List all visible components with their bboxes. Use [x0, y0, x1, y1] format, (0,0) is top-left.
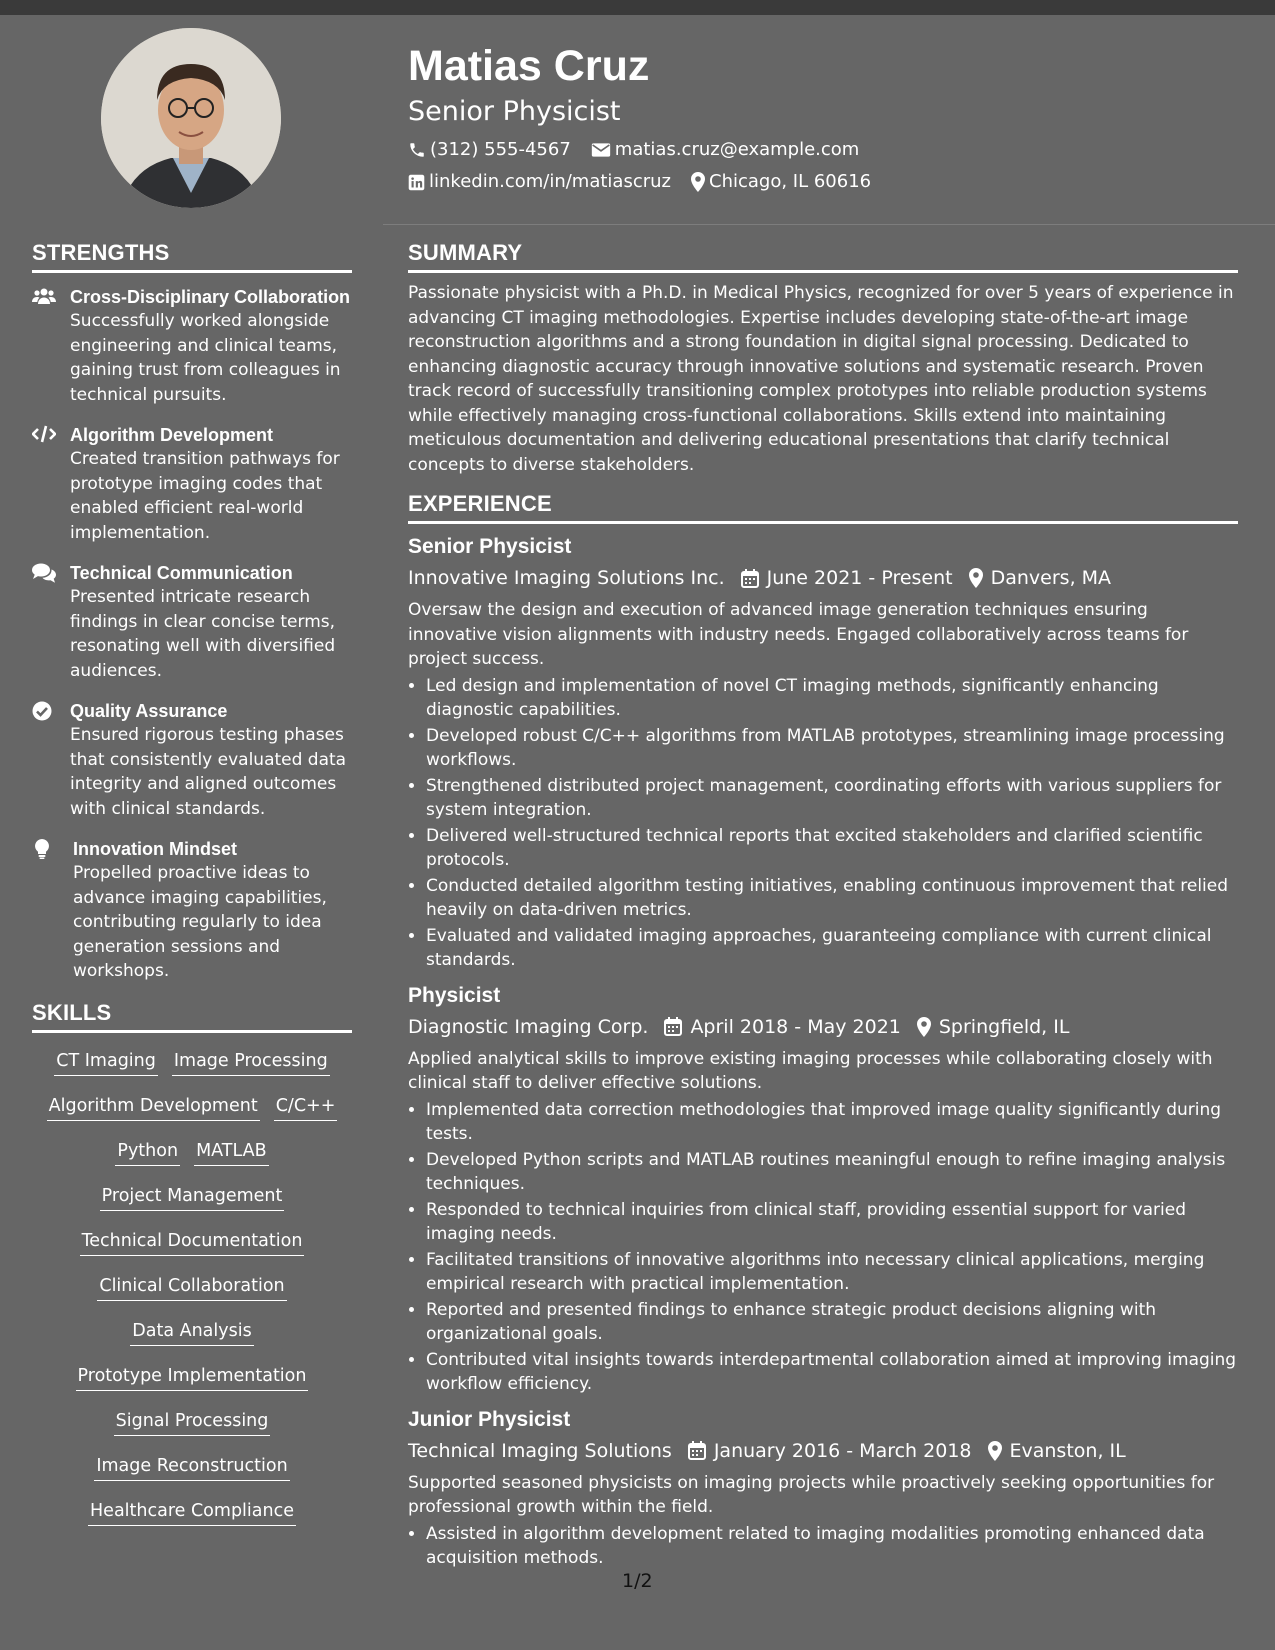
strength-title: Cross-Disciplinary Collaboration	[70, 287, 351, 307]
map-pin-icon	[917, 1017, 931, 1037]
strength-desc: Successfully worked alongside engineering and clinical teams, gaining trust from colleagues in technical pursuits.	[70, 311, 341, 405]
email-text[interactable]: matias.cruz@example.com	[614, 139, 860, 160]
page-indicator: 1/2	[622, 1570, 653, 1592]
location-text: Chicago, IL 60616	[709, 171, 872, 192]
contact-line-1	[408, 134, 1228, 166]
phone-contact	[408, 134, 571, 166]
linkedin-text[interactable]: linkedin.com/in/matiascruz	[429, 171, 671, 192]
bullet-item: • Conducted detailed algorithm testing initiatives, enabling continuous improvement that relied heavily on data-driven metrics.	[426, 874, 1238, 923]
skill-tag: Python	[115, 1138, 180, 1166]
job-entry	[408, 1405, 1238, 1571]
bullet-item: • Implemented data correction methodologies that improved image quality significantly during tests.	[426, 1098, 1238, 1147]
summary-text: Passionate physicist with a Ph.D. in Medical Physics, recognized for over 5 years of experience in advancing CT imaging methodologies. Expertise includes developing state-of-the-art image reconstruction algorithms and a strong foundation in digital signal processing. Dedicated to enhancing diagnostic accuracy through innovative solutions and systematic research. Proven track record of successfully transitioning complex prototypes into reliable production systems while effectively managing cross-functional collaborations. Skills extend into maintaining meticulous documentation and delivering educational presentations that clarify technical concepts to diverse stakeholders.	[408, 283, 1234, 475]
strength-title: Quality Assurance	[70, 701, 228, 721]
bullet-item: • Responded to technical inquiries from clinical staff, providing essential support for varied imaging needs.	[426, 1198, 1238, 1247]
bullet-item: • Contributed vital insights towards interdepartmental collaboration aimed at improving imaging workflow efficiency.	[426, 1348, 1238, 1397]
job-dates: April 2018 - May 2021	[690, 1015, 901, 1038]
top-bar	[0, 0, 1275, 15]
users-icon	[32, 287, 56, 305]
portrait-illustration	[101, 28, 281, 208]
bullet-item: • Delivered well-structured technical reports that excited stakeholders and clarified scientific protocols.	[426, 824, 1238, 873]
skill-tag: Prototype Implementation	[76, 1363, 309, 1391]
skill-tag: MATLAB	[194, 1138, 269, 1166]
job-title: Junior Physicist	[408, 1407, 571, 1431]
skill-tag: Signal Processing	[114, 1408, 271, 1436]
strength-desc: Presented intricate research findings in clear concise terms, resonating well with diversified audiences.	[70, 587, 336, 681]
resume-header	[408, 40, 1228, 198]
skill-tag: Image Reconstruction	[94, 1453, 289, 1481]
bullet-item: • Reported and presented findings to enhance strategic product decisions aligning with organizational goals.	[426, 1298, 1238, 1347]
job-location: Danvers, MA	[990, 567, 1112, 589]
phone-icon	[408, 141, 426, 159]
job-title: Senior Physicist	[408, 535, 572, 558]
calendar-icon	[741, 569, 759, 588]
bullet-item: • Led design and implementation of novel CT imaging methods, significantly enhancing diagnostic capabilities.	[426, 674, 1238, 723]
calendar-icon	[688, 1441, 706, 1460]
strength-desc: Propelled proactive ideas to advance imaging capabilities, contributing regularly to idea generation sessions and workshops.	[73, 863, 327, 981]
job-dates: June 2021 - Present	[766, 567, 953, 589]
job-bullets	[408, 1098, 1238, 1397]
strength-title: Technical Communication	[70, 563, 293, 583]
calendar-icon	[664, 1017, 682, 1036]
job-entry	[408, 532, 1238, 973]
right-column	[408, 240, 1238, 1579]
skill-tag: Technical Documentation	[80, 1228, 305, 1256]
comments-icon	[32, 563, 56, 583]
skill-tag: Healthcare Compliance	[88, 1498, 296, 1526]
email-contact[interactable]	[591, 134, 860, 166]
job-company: Technical Imaging Solutions	[408, 1439, 672, 1462]
strength-desc: Ensured rigorous testing phases that consistently evaluated data integrity and aligned outcomes with clinical standards.	[70, 725, 347, 819]
linkedin-contact[interactable]	[408, 166, 671, 198]
job-description: Supported seasoned physicists on imaging projects while proactively seeking opportunities for professional growth within the field.	[408, 1472, 1215, 1517]
job-company: Innovative Imaging Solutions Inc.	[408, 567, 725, 589]
skill-tag: Data Analysis	[130, 1318, 253, 1346]
strength-item	[32, 837, 352, 984]
skill-tag: CT Imaging	[54, 1048, 158, 1076]
envelope-icon	[591, 142, 611, 158]
map-pin-icon	[691, 172, 705, 192]
candidate-name: Matias Cruz	[408, 42, 650, 90]
bullet-item: • Assisted in algorithm development related to imaging modalities promoting enhanced data acquisition methods.	[426, 1522, 1238, 1571]
bullet-item: • Facilitated transitions of innovative algorithms into necessary clinical applications, merging empirical research with practical implementation.	[426, 1248, 1238, 1297]
strength-desc: Created transition pathways for prototype imaging codes that enabled efficient real-world implementation.	[70, 449, 340, 543]
job-location: Evanston, IL	[1009, 1439, 1126, 1462]
map-pin-icon	[988, 1441, 1002, 1461]
job-title: Physicist	[408, 983, 501, 1007]
experience-heading: EXPERIENCE	[408, 491, 1238, 524]
profile-photo	[101, 28, 281, 208]
summary-heading: SUMMARY	[408, 240, 1238, 273]
skills-list	[32, 1047, 352, 1526]
location-contact	[691, 166, 871, 198]
strength-title: Algorithm Development	[70, 425, 274, 445]
skill-tag: Project Management	[100, 1183, 285, 1211]
skill-tag: Algorithm Development	[47, 1093, 260, 1121]
bullet-item: • Evaluated and validated imaging approaches, guaranteeing compliance with current clinical standards.	[426, 924, 1238, 973]
skill-tag: Image Processing	[172, 1048, 330, 1076]
bullet-item: • Developed Python scripts and MATLAB routines meaningful enough to refine imaging analysis techniques.	[426, 1148, 1238, 1197]
map-pin-icon	[969, 568, 983, 588]
lightbulb-icon	[35, 839, 49, 859]
linkedin-icon	[408, 174, 425, 191]
job-entry	[408, 981, 1238, 1397]
bullet-item: • Developed robust C/C++ algorithms from MATLAB prototypes, streamlining image processing workflows.	[426, 724, 1238, 773]
job-bullets	[408, 674, 1238, 973]
strengths-heading: STRENGTHS	[32, 240, 352, 273]
job-meta	[408, 1011, 1238, 1043]
job-dates: January 2016 - March 2018	[713, 1439, 972, 1462]
strength-item	[32, 423, 352, 545]
skills-heading: SKILLS	[32, 1000, 352, 1033]
contact-line-2	[408, 166, 1228, 198]
job-location: Springfield, IL	[938, 1015, 1070, 1038]
job-description: Oversaw the design and execution of advanced image generation techniques ensuring innovative vision alignments with industry needs. Engaged collaboratively across teams for project success.	[408, 600, 1189, 669]
phone-text: (312) 555-4567	[430, 139, 571, 160]
job-description: Applied analytical skills to improve existing imaging processes while collaborating closely with clinical staff to deliver effective solutions.	[408, 1048, 1213, 1093]
check-circle-icon	[32, 701, 52, 721]
job-meta	[408, 562, 1238, 594]
job-meta	[408, 1435, 1238, 1467]
job-company: Diagnostic Imaging Corp.	[408, 1015, 649, 1038]
strength-item	[32, 561, 352, 683]
candidate-role: Senior Physicist	[408, 96, 621, 127]
bullet-item: • Strengthened distributed project management, coordinating efforts with various suppliers for system integration.	[426, 774, 1238, 823]
strength-title: Innovation Mindset	[73, 839, 237, 859]
job-bullets	[408, 1522, 1238, 1571]
skill-tag: Clinical Collaboration	[97, 1273, 286, 1301]
strength-item	[32, 699, 352, 821]
skill-tag: C/C++	[274, 1093, 338, 1121]
strength-item	[32, 285, 352, 407]
header-divider	[383, 224, 1275, 225]
code-icon	[32, 425, 56, 443]
left-column	[32, 240, 352, 1542]
